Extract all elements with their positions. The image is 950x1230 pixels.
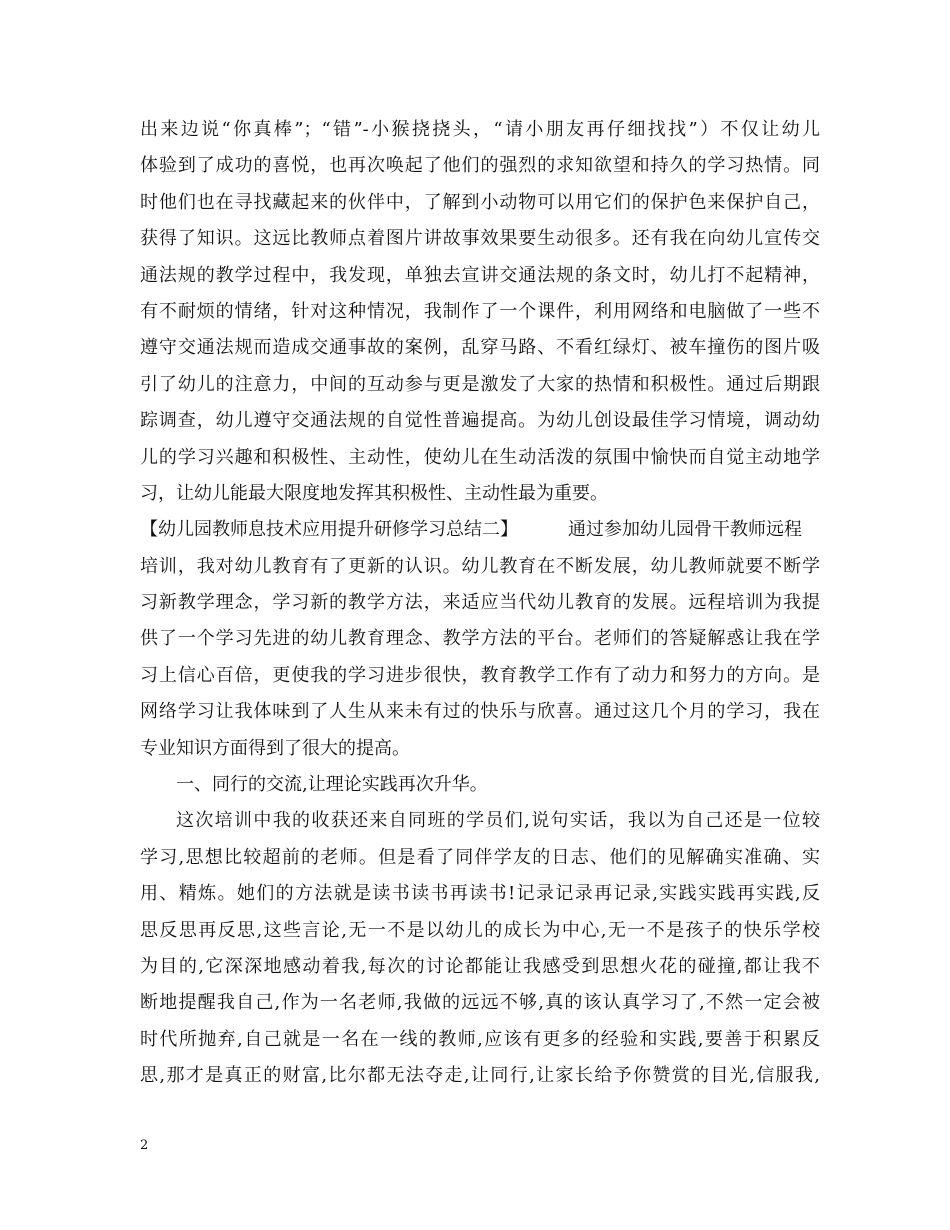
text-line: 出来边说“你真棒”；“错”-小猴挠挠头，“请小朋友再仔细找找”）不仅让幼儿	[140, 119, 820, 140]
text-line: 用、精炼。她们的方法就是读书读书再读书!记录记录再记录,实践实践再实践,反	[140, 883, 820, 905]
text-line: 引了幼儿的注意力，中间的互动参与更是激发了大家的热情和积极性。通过后期跟	[140, 373, 820, 395]
text-line: 时代所抛弃,自己就是一名在一线的教师,应该有更多的经验和实践,要善于积累反	[140, 1028, 820, 1050]
section-heading-line	[140, 512, 820, 548]
subsection-heading: 一、同行的交流,让理论实践再次升华。	[176, 774, 488, 796]
text-line: 为目的,它深深地感动着我,每次的讨论都能让我感受到思想火花的碰撞,都让我不	[140, 955, 820, 977]
text-line: 踪调查，幼儿遵守交通法规的自觉性普遍提高。为幼儿创设最佳学习情境，调动幼	[140, 410, 820, 432]
paragraph-3	[140, 803, 820, 1094]
text-line: 断地提醒我自己,作为一名老师,我做的远远不够,真的该认真学习了,不然一定会被	[140, 992, 820, 1014]
text-line: 网络学习让我体味到了人生从来未有过的快乐与欣喜。通过这几个月的学习，我在	[140, 701, 820, 723]
text-line: 遵守交通法规而造成交通事故的案例，乱穿马路、不看红绿灯、被车撞伤的图片吸	[140, 337, 820, 359]
text-line: 习，让幼儿能最大限度地发挥其积极性、主动性最为重要。	[140, 482, 608, 504]
text-line: 获得了知识。这远比教师点着图片讲故事效果要生动很多。还有我在向幼儿宣传交	[140, 228, 820, 250]
text-line: 培训，我对幼儿教育有了更新的认识。幼儿教育在不断发展，幼儿教师就要不断学	[140, 555, 820, 577]
text-line: 思反思再反思,这些言论,无一不是以幼儿的成长为中心,无一不是孩子的快乐学校	[140, 919, 820, 941]
text-line: 体验到了成功的喜悦，也再次唤起了他们的强烈的求知欲望和持久的学习热情。同	[140, 155, 820, 177]
paragraph-1	[140, 112, 820, 512]
document-body	[140, 112, 820, 1095]
heading-continuation: 通过参加幼儿园骨干教师远程	[568, 519, 802, 541]
text-line: 儿的学习兴趣和积极性、主动性，使幼儿在生动活泼的氛围中愉快而自觉主动地学	[140, 446, 820, 468]
text-line: 有不耐烦的情绪，针对这种情况，我制作了一个课件，利用网络和电脑做了一些不	[140, 300, 820, 322]
text-line: 专业知识方面得到了很大的提高。	[140, 737, 410, 759]
text-line: 习新教学理念，学习新的教学方法，来适应当代幼儿教育的发展。远程培训为我提	[140, 592, 820, 614]
section-heading-title: 【幼儿园教师息技术应用提升研修学习总结二】	[140, 519, 518, 541]
text-line: 这次培训中我的收获还来自同班的学员们,说句实话，我以为自己还是一位较	[176, 810, 820, 832]
text-line: 学习,思想比较超前的老师。但是看了同伴学友的日志、他们的见解确实准确、实	[140, 846, 820, 868]
text-line: 通法规的教学过程中，我发现，单独去宣讲交通法规的条文时，幼儿打不起精神，	[140, 264, 820, 286]
text-line: 供了一个学习先进的幼儿教育理念、教学方法的平台。老师们的答疑解惑让我在学	[140, 628, 820, 650]
text-line: 时他们也在寻找藏起来的伙伴中，了解到小动物可以用它们的保护色来保护自己，	[140, 191, 820, 213]
text-line: 思,那才是真正的财富,比尔都无法夺走,让同行,让家长给予你赞赏的目光,信服我,	[140, 1065, 820, 1087]
paragraph-2	[140, 512, 820, 767]
page-number: 2	[140, 1138, 149, 1153]
text-line: 习上信心百倍，更使我的学习进步很快，教育教学工作有了动力和努力的方向。是	[140, 664, 820, 686]
